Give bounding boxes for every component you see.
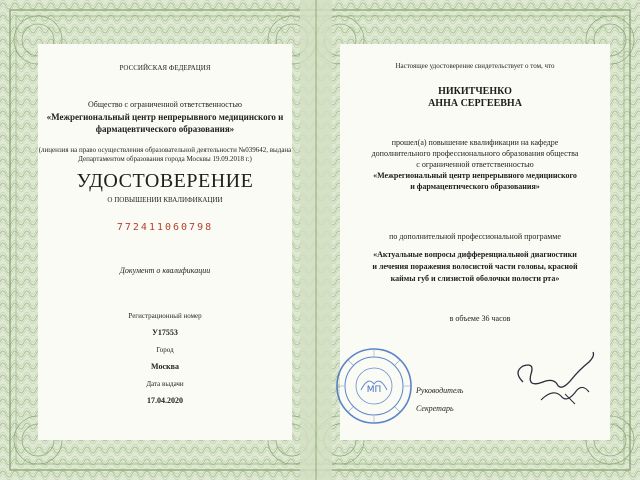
course-hours: в объеме 36 часов [449, 314, 511, 323]
secretary-label: Секретарь [416, 404, 454, 413]
recipient-surname: НИКИТЧЕНКО [438, 86, 512, 97]
program-line1: «Актуальные вопросы дифференциальной диагностики [373, 250, 577, 259]
head-label: Руководитель [416, 386, 464, 395]
org-type: Общество с ограниченной ответственностью [88, 100, 242, 109]
issue-date: 17.04.2020 [147, 396, 183, 405]
body-line1: прошел(а) повышение квалификации на кафедре [391, 138, 559, 147]
organization-stamp [334, 346, 414, 426]
stamp-center-text: МП [366, 385, 382, 395]
document-subtitle: О ПОВЫШЕНИИ КВАЛИФИКАЦИИ [107, 196, 223, 204]
city-value: Москва [151, 362, 179, 371]
registration-number: У17553 [152, 328, 178, 337]
signature-mark [505, 344, 615, 414]
issue-date-label: Дата выдачи [146, 380, 184, 388]
body-line3: с ограниченной ответственностью [416, 160, 534, 169]
recipient-given-names: АННА СЕРГЕЕВНА [428, 98, 522, 109]
org-name-line1: «Межрегиональный центр непрерывного медицинского и [46, 112, 284, 122]
program-label: по дополнительной профессиональной программе [389, 232, 561, 241]
serial-number: 772411060798 [116, 222, 214, 233]
city-label: Город [156, 346, 174, 354]
country-label: РОССИЙСКАЯ ФЕДЕРАЦИЯ [119, 64, 211, 72]
body-line2: дополнительного профессионального образования общества [371, 149, 579, 158]
license-line2: Департаментом образования города Москвы 19.09.2018 г.) [78, 155, 252, 163]
program-line3: каймы губ и слизистой оболочки полости рта» [390, 274, 560, 283]
org-name-line2: фармацевтического образования» [95, 124, 235, 134]
document-type: Документ о квалификации [119, 266, 211, 275]
license-line1: (лицензия на право осуществления образовательной деятельности №039642, выдана [38, 146, 292, 154]
program-line2: и лечения поражения волосистой части головы, красной [372, 262, 578, 271]
intro-text: Настоящее удостоверение свидетельствует о том, что [395, 62, 555, 70]
org-line2: и фармацевтического образования» [410, 182, 540, 191]
registration-label: Регистрационный номер [128, 312, 202, 320]
document-title: УДОСТОВЕРЕНИЕ [76, 170, 254, 192]
org-line1: «Межрегиональный центр непрерывного медицинского [373, 171, 577, 180]
